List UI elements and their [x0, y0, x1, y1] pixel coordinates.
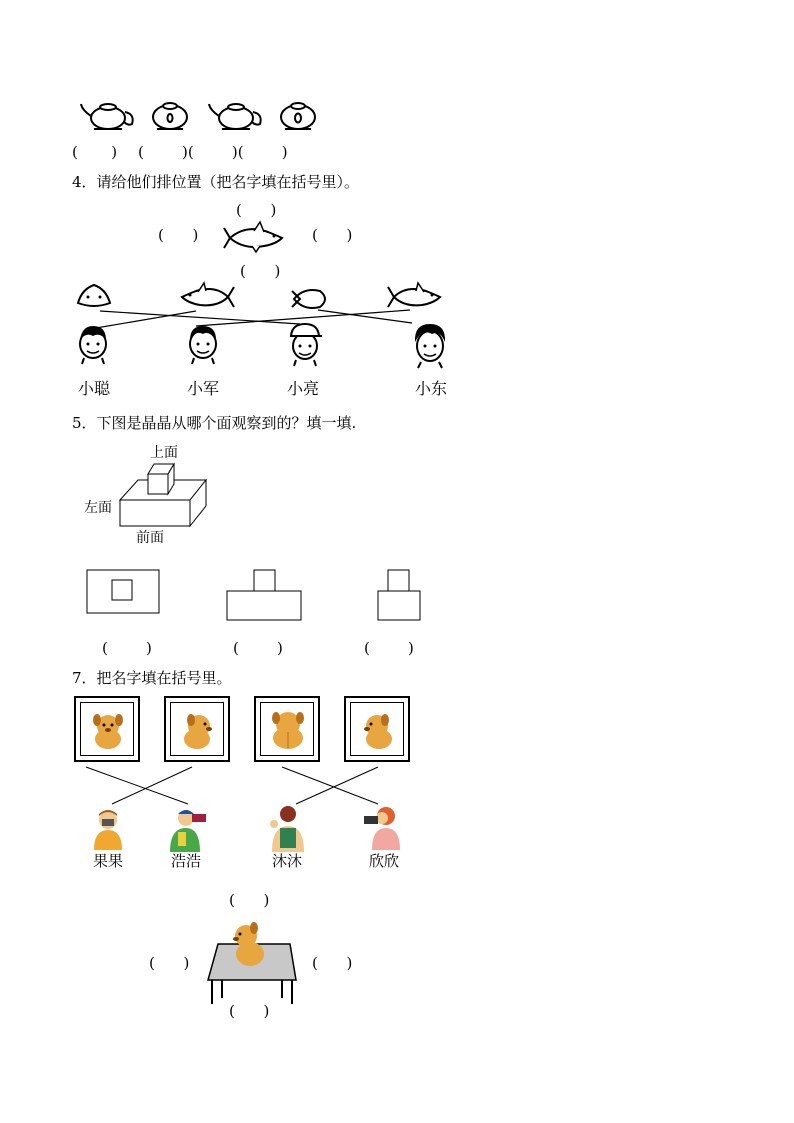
answer-blank-top[interactable]: ( )	[229, 891, 270, 909]
answer-blank-bottom[interactable]: ( )	[240, 262, 281, 280]
answer-blank[interactable]: ( )	[72, 143, 118, 161]
child-name-label: 小亮	[287, 379, 320, 398]
photographer-name-label: 欣欣	[369, 852, 400, 870]
answer-blank[interactable]: ( )	[102, 639, 152, 657]
photographer-name-label: 浩浩	[171, 852, 202, 870]
answer-blank-right[interactable]: ( )	[312, 226, 353, 244]
photographer-name-label: 沐沐	[272, 852, 303, 870]
question-4-prompt: 4．请给他们排位置（把名字填在括号里）。	[72, 173, 360, 191]
answer-blank-right[interactable]: ( )	[312, 954, 353, 972]
answer-blank-bottom[interactable]: ( )	[229, 1002, 270, 1020]
question-5-prompt: 5．下图是晶晶从哪个面观察到的？填一填.	[72, 414, 357, 432]
answer-blank-top[interactable]: ( )	[236, 201, 277, 219]
photographer-back-icon	[266, 804, 306, 852]
label-front-face: 前面	[136, 530, 164, 546]
label-top-face: 上面	[150, 445, 178, 461]
answer-blank[interactable]: ( )	[364, 639, 414, 657]
child-name-label: 小东	[415, 379, 448, 398]
photographer-icon	[90, 808, 126, 850]
photographer-name-label: 果果	[93, 852, 124, 870]
label-left-face: 左面	[84, 500, 112, 516]
question-7-prompt: 7．把名字填在括号里。	[72, 669, 232, 687]
child-name-label: 小军	[187, 379, 220, 398]
bear-on-table-icon	[204, 920, 300, 1008]
answer-blank-left[interactable]: ( )	[149, 954, 190, 972]
photographer-icon	[166, 806, 212, 852]
child-name-label: 小聪	[78, 379, 111, 398]
answer-blank[interactable]: ( )( )( )	[138, 143, 288, 161]
photographer-icon	[360, 804, 402, 850]
answer-blank[interactable]: ( )	[233, 639, 283, 657]
answer-blank-left[interactable]: ( )	[158, 226, 199, 244]
